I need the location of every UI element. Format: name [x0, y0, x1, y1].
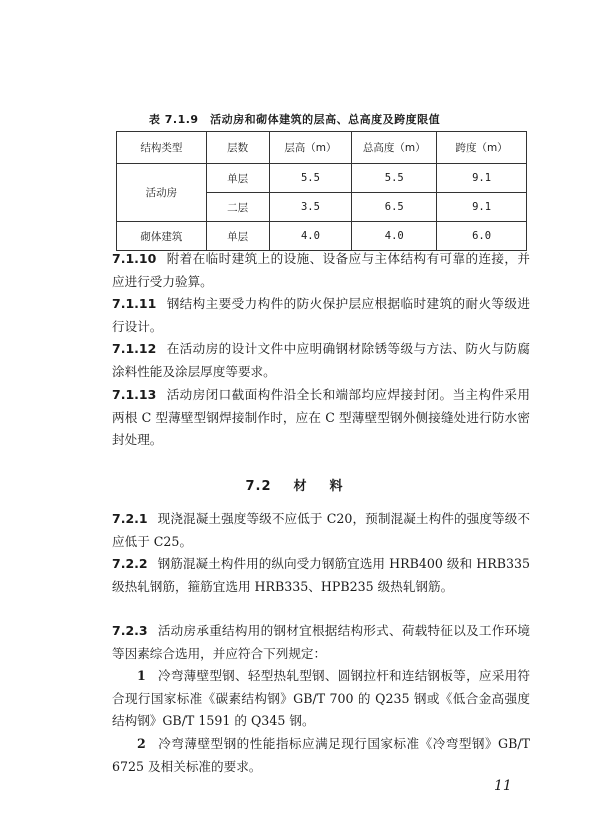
- floors-cell: 单层: [206, 164, 269, 193]
- total-height-cell: 5.5: [352, 164, 437, 193]
- clause-7-1-12: [112, 338, 530, 383]
- clause-text: 现浇混凝土强度等级不应低于 C20，预制混凝土构件的强度等级不应低于 C25。: [112, 511, 530, 549]
- clause-7-1-11: [112, 293, 530, 338]
- span-cell: 6.0: [437, 222, 527, 251]
- structure-type-cell: 活动房: [117, 164, 207, 222]
- item-text: 冷弯薄壁型钢、轻型热轧型钢、圆钢拉杆和连结钢板等，应采用符合现行国家标准《碳素结构钢》GB/T 700 的 Q235 钢或《低合金高强度结构钢》GB/T 1591 的 Q345 钢。: [112, 668, 530, 728]
- clause-text: 钢筋混凝土构件用的纵向受力钢筋宜选用 HRB400 级和 HRB335 级热轧钢筋，箍筋宜选用 HRB335、HPB235 级热轧钢筋。: [112, 556, 530, 594]
- header-cell: 跨度（m）: [437, 132, 527, 164]
- list-item-1: [112, 665, 530, 733]
- clause-number: 7.2.3: [112, 623, 148, 638]
- section-title-part: 料: [329, 479, 344, 494]
- span-cell: 9.1: [437, 193, 527, 222]
- clause-7-2-3: [112, 620, 530, 665]
- clause-number: 7.1.11: [112, 296, 157, 311]
- section-number: 7.2: [245, 479, 272, 494]
- header-cell: 总高度（m）: [352, 132, 437, 164]
- clause-number: 7.1.13: [112, 387, 157, 402]
- total-height-cell: 6.5: [352, 193, 437, 222]
- total-height-cell: 4.0: [352, 222, 437, 251]
- section-heading: [0, 475, 589, 494]
- floors-cell: 二层: [206, 193, 269, 222]
- clause-number: 7.2.2: [112, 556, 148, 571]
- span-cell: 9.1: [437, 164, 527, 193]
- clause-number: 7.1.10: [112, 251, 157, 266]
- clause-7-2-1: [112, 508, 530, 553]
- clause-7-2-2: [112, 553, 530, 598]
- header-cell: 结构类型: [117, 132, 207, 164]
- floors-cell: 单层: [206, 222, 269, 251]
- page-number: 11: [494, 778, 512, 794]
- item-number: 1: [137, 668, 146, 683]
- clause-number: 7.1.12: [112, 341, 157, 356]
- header-cell: 层数: [206, 132, 269, 164]
- table-caption: 表 7.1.9 活动房和砌体建筑的层高、总高度及跨度限值: [148, 113, 441, 126]
- clause-7-1-13: [112, 384, 530, 452]
- table-header-row: [117, 132, 527, 164]
- clause-text: 在活动房的设计文件中应明确钢材除锈等级与方法、防火与防腐涂料性能及涂层厚度等要求。: [112, 341, 530, 379]
- clause-7-1-10: [112, 248, 530, 293]
- list-item-2: [112, 733, 530, 778]
- clause-text: 钢结构主要受力构件的防火保护层应根据临时建筑的耐火等级进行设计。: [112, 296, 530, 334]
- item-number: 2: [137, 736, 146, 751]
- floor-height-cell: 4.0: [269, 222, 352, 251]
- table-row: [117, 164, 527, 193]
- clause-text: 附着在临时建筑上的设施、设备应与主体结构有可靠的连接，并应进行受力验算。: [112, 251, 530, 289]
- limits-table: [116, 131, 527, 251]
- structure-type-cell: 砌体建筑: [117, 222, 207, 251]
- clause-number: 7.2.1: [112, 511, 148, 526]
- floor-height-cell: 3.5: [269, 193, 352, 222]
- floor-height-cell: 5.5: [269, 164, 352, 193]
- header-cell: 层高（m）: [269, 132, 352, 164]
- clause-text: 活动房闭口截面构件沿全长和端部均应焊接封闭。当主构件采用两根 C 型薄壁型钢焊接制作时，应在 C 型薄壁型钢外侧接缝处进行防水密封处理。: [112, 387, 530, 447]
- table-row: [117, 222, 527, 251]
- item-text: 冷弯薄壁型钢的性能指标应满足现行国家标准《冷弯型钢》GB/T 6725 及相关标准的要求。: [112, 736, 530, 774]
- section-title-part: 材: [293, 479, 308, 494]
- clause-text: 活动房承重结构用的钢材宜根据结构形式、荷载特征以及工作环境等因素综合选用，并应符合下列规定：: [112, 623, 530, 661]
